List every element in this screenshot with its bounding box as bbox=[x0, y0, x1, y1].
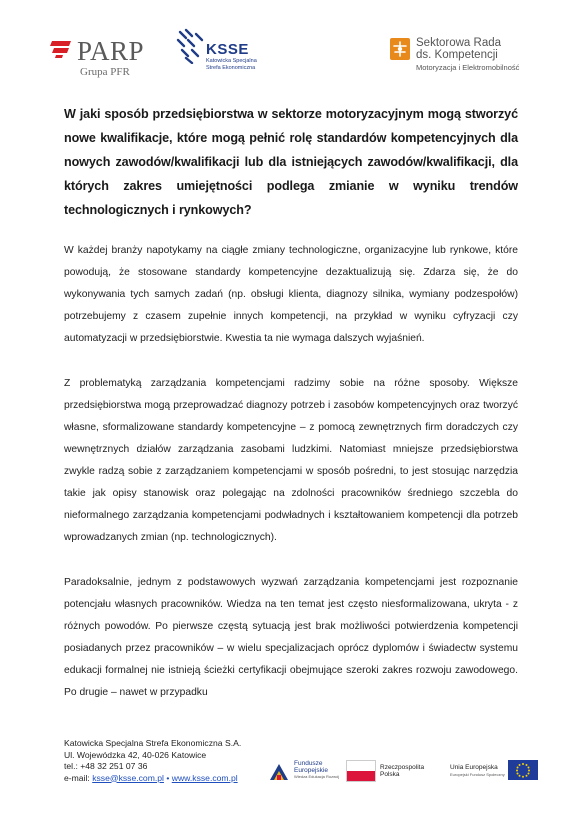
funding-logos bbox=[268, 758, 543, 788]
parp-mark-icon bbox=[50, 40, 72, 58]
ue-subtitle: Europejski Fundusz Społeczny bbox=[450, 772, 505, 777]
parp-subtitle: Grupa PFR bbox=[80, 66, 130, 78]
council-sector: Motoryzacja i Elektromobilność bbox=[416, 63, 520, 72]
paragraph-3: Paradoksalnie, jednym z podstawowych wyzwań zarządzania kompetencjami jest rozpoznanie potencjału własnych pracowników. Wiedza na ten temat jest często niesformalizowana, ukryta - z różnych powodów. Po pierwsze częstą sytuacją jest brak możliwości potwierdzenia kompetencji posiadanych przez pracowników – w wielu specjalizacjach oprócz dyplomów i świadectw systemu edukacji formalnej nie istnieją ścieżki certyfikacji obejmujące szeroki zakres rozwoju zawodowego. Po drugie – nawet w przypadku bbox=[64, 577, 518, 698]
page-header bbox=[0, 28, 583, 88]
document-body bbox=[64, 102, 518, 704]
footer-email-label: e-mail: bbox=[64, 772, 90, 783]
ksse-subtitle: Katowicka Specjalna Strefa Ekonomiczna bbox=[206, 58, 257, 71]
fundusze-europejskie-icon bbox=[268, 760, 290, 782]
council-mark-icon bbox=[390, 36, 410, 62]
ue-title: Unia Europejska bbox=[450, 764, 498, 771]
paragraph-1: W każdej branży napotykamy na ciągłe zmiany technologiczne, organizacyjne lub rynkowe, które powodują, że stosowane standardy kompetencyjne dezaktualizują się. Zdarza się, że do wykonywania tych samych zadań (np. obsługi klienta, diagnozy silnika, wymiany podzespołów) potrzebujemy z czasem zupełnie innych kompetencji, na przykład w wyniku cyfryzacji czy automatyzacji w przedsiębiorstwie. Kwestia ta nie wymaga dalszych wyjaśnień. bbox=[64, 245, 518, 344]
fe-subtitle: Wiedza Edukacja Rozwój bbox=[294, 774, 340, 779]
question-heading: W jaki sposób przedsiębiorstwa w sektorze motoryzacyjnym mogą stworzyć nowe kwalifikacje, które mogą pełnić rolę standardów kompetencyjnych dla nowych zawodów/kwalifikacji lub dla istniejących zawodów/kwalifikacji, dla których zakres umiejętności podlega zmianie w wyniku trendów technologicznych i rynkowych? bbox=[64, 107, 518, 217]
footer-email-line bbox=[64, 773, 264, 785]
eu-flag-icon bbox=[508, 760, 538, 780]
ksse-name: KSSE bbox=[206, 41, 249, 58]
ksse-mark-icon bbox=[176, 28, 206, 64]
ksse-logo bbox=[176, 28, 266, 80]
polish-flag-icon bbox=[346, 760, 376, 782]
rp-title: Rzeczpospolita Polska bbox=[380, 764, 425, 778]
footer-separator: • bbox=[166, 772, 170, 783]
footer-website-link[interactable]: www.ksse.com.pl bbox=[171, 772, 238, 783]
footer-org: Katowicka Specjalna Strefa Ekonomiczna S.A. bbox=[64, 738, 242, 748]
footer-contact bbox=[64, 738, 264, 784]
fe-title: Fundusze Europejskie bbox=[294, 760, 328, 774]
council-name-line2: ds. Kompetencji bbox=[416, 49, 498, 61]
paragraph-2: Z problematyką zarządzania kompetencjami radzimy sobie na różne sposoby. Większe przedsiębiorstwa mogą przeprowadzać diagnozy potrzeb i zasobów kompetencyjnych oraz tworzyć własne, sformalizowane standardy kompetencyjne – z pomocą zewnętrznych firm doradczych czy wewnętrznych działów zarządzania zasobami ludzkimi. Natomiast mniejsze przedsiębiorstwa zwykle radzą sobie z zarządzaniem kompetencjami w sposób pośredni, to jest stosując narzędzia takie jak opisy stanowisk oraz polegając na zdolności pracowników średniego szczebla do nieformalnego zarządzania kompetencjami podwładnych i kształtowaniem kompetencji dla potrzeb wprowadzanych zmian (np. technologicznych). bbox=[64, 378, 518, 543]
parp-name: PARP bbox=[77, 36, 145, 66]
council-name-line1: Sektorowa Rada bbox=[416, 37, 502, 49]
footer-phone: tel.: +48 32 251 07 36 bbox=[64, 761, 148, 771]
footer-email-link[interactable]: ksse@ksse.com.pl bbox=[92, 772, 164, 783]
footer-address: Ul. Wojewódzka 42, 40-026 Katowice bbox=[64, 749, 207, 760]
